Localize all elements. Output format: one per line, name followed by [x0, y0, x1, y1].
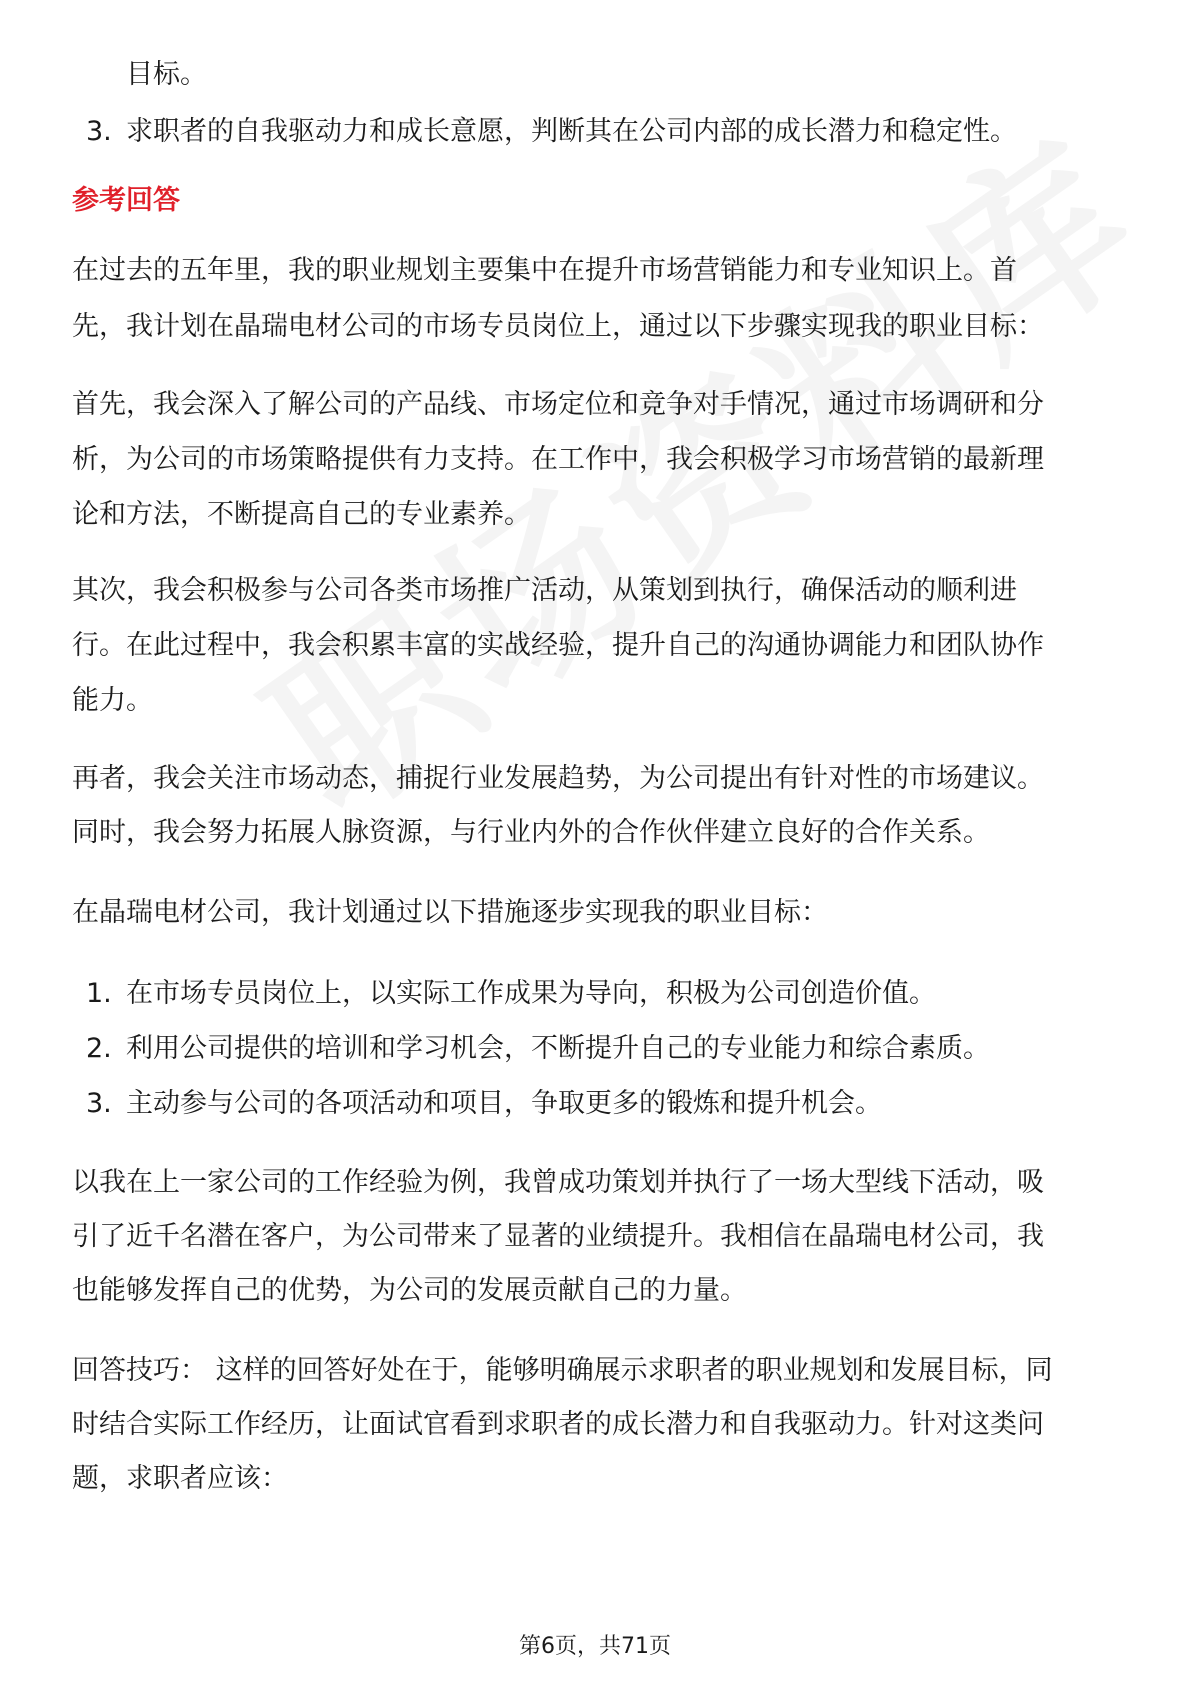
paragraph-line: 时结合实际工作经历，让面试官看到求职者的成长潜力和自我驱动力。针对这类问 [72, 1409, 1044, 1440]
list-item-number: 1. [86, 978, 112, 1009]
paragraph-line: 论和方法，不断提高自己的专业素养。 [72, 499, 531, 530]
paragraph-line: 同时，我会努力拓展人脉资源，与行业内外的合作伙伴建立良好的合作关系。 [72, 817, 990, 848]
list-item-text: 求职者的自我驱动力和成长意愿，判断其在公司内部的成长潜力和稳定性。 [126, 116, 1017, 147]
list-item-number: 3. [86, 116, 112, 147]
list-item-number: 3. [86, 1088, 112, 1119]
list-item-number: 2. [86, 1033, 112, 1064]
list-item-continuation: 目标。 [126, 59, 207, 90]
paragraph-line: 引了近千名潜在客户，为公司带来了显著的业绩提升。我相信在晶瑞电材公司，我 [72, 1221, 1044, 1252]
paragraph-line: 也能够发挥自己的优势，为公司的发展贡献自己的力量。 [72, 1275, 747, 1306]
paragraph-line: 能力。 [72, 685, 153, 716]
paragraph-line: 再者，我会关注市场动态，捕捉行业发展趋势，为公司提出有针对性的市场建议。 [72, 763, 1044, 794]
paragraph-line: 首先，我会深入了解公司的产品线、市场定位和竞争对手情况，通过市场调研和分 [72, 389, 1044, 420]
list-item-text: 利用公司提供的培训和学习机会，不断提升自己的专业能力和综合素质。 [126, 1033, 990, 1064]
paragraph-line: 先，我计划在晶瑞电材公司的市场专员岗位上，通过以下步骤实现我的职业目标： [72, 311, 1044, 342]
paragraph-line: 以我在上一家公司的工作经验为例，我曾成功策划并执行了一场大型线下活动，吸 [72, 1167, 1044, 1198]
section-heading: 参考回答 [72, 185, 180, 216]
paragraph-line: 回答技巧： 这样的回答好处在于，能够明确展示求职者的职业规划和发展目标，同 [72, 1355, 1053, 1386]
paragraph-line: 在晶瑞电材公司，我计划通过以下措施逐步实现我的职业目标： [72, 897, 828, 928]
paragraph-line: 其次，我会积极参与公司各类市场推广活动，从策划到执行，确保活动的顺利进 [72, 575, 1017, 606]
paragraph-line: 行。在此过程中，我会积累丰富的实战经验，提升自己的沟通协调能力和团队协作 [72, 630, 1044, 661]
list-item-text: 在市场专员岗位上，以实际工作成果为导向，积极为公司创造价值。 [126, 978, 936, 1009]
page-number: 第6页，共71页 [519, 1634, 671, 1659]
list-item-text: 主动参与公司的各项活动和项目，争取更多的锻炼和提升机会。 [126, 1088, 882, 1119]
paragraph-line: 在过去的五年里，我的职业规划主要集中在提升市场营销能力和专业知识上。首 [72, 255, 1017, 286]
paragraph-line: 析，为公司的市场策略提供有力支持。在工作中，我会积极学习市场营销的最新理 [72, 444, 1044, 475]
paragraph-line: 题，求职者应该： [72, 1463, 288, 1494]
